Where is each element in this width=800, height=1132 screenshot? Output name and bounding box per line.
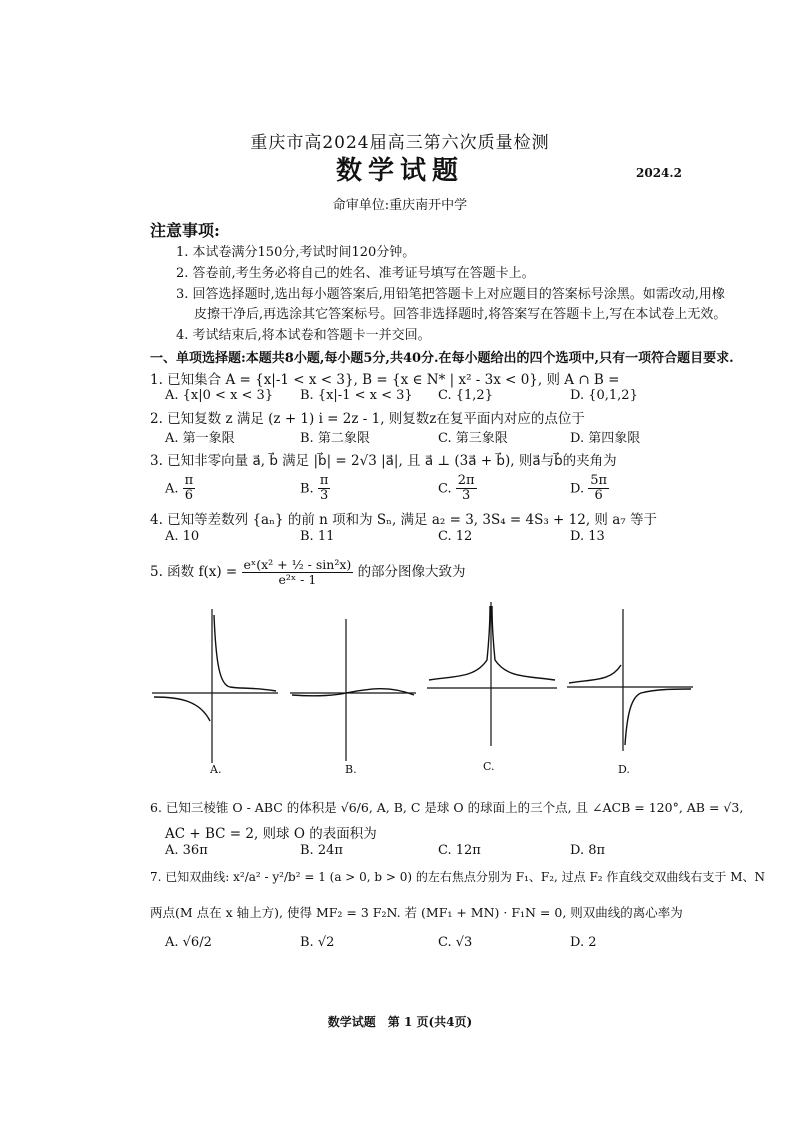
notice-item: 1. 本试卷满分150分,考试时间120分钟。 bbox=[176, 245, 416, 260]
question-7-option: C. √3 bbox=[438, 935, 473, 950]
graph-label: A. bbox=[210, 763, 222, 776]
question-1-option: C. {1,2} bbox=[438, 388, 493, 403]
graph-b bbox=[288, 615, 418, 765]
question-7-stem-line2: 两点(M 点在 x 轴上方), 使得 MF₂ = 3 F₂N. 若 (MF₁ + MN) · F₁N = 0, 则双曲线的离心率为 bbox=[150, 905, 683, 920]
page-title: 数学试题 bbox=[335, 156, 464, 186]
graph-label: D. bbox=[618, 763, 630, 776]
question-6-option: B. 24π bbox=[300, 843, 343, 858]
question-7-option: B. √2 bbox=[300, 935, 335, 950]
question-6-option: C. 12π bbox=[438, 843, 481, 858]
question-2-stem: 2. 已知复数 z 满足 (z + 1) i = 2z - 1, 则复数z在复平面内对应的点位于 bbox=[150, 411, 585, 427]
question-4-option: B. 11 bbox=[300, 529, 335, 544]
question-3-option-c: C. $\frac{2\pi}{3}$ bbox=[438, 473, 475, 504]
question-6-option: D. 8π bbox=[570, 843, 606, 858]
question-2-option: B. 第二象限 bbox=[300, 431, 370, 446]
notice-item: 3. 回答选择题时,选出每小题答案后,用铅笔把答题卡上对应题目的答案标号涂黑。如需改动,用橡 bbox=[176, 287, 725, 302]
notice-item: 4. 考试结束后,将本试卷和答题卡一并交回。 bbox=[176, 328, 431, 343]
question-6-stem-line2: AC + BC = 2, 则球 O 的表面积为 bbox=[165, 826, 377, 842]
question-7-stem-line1: 7. 已知双曲线: x²/a² - y²/b² = 1 (a > 0, b > 0) 的左右焦点分别为 F₁、F₂, 过点 F₂ 作直线交双曲线右支于 M、N bbox=[150, 870, 766, 884]
question-5-stem: 5. 函数 f(x) = $\frac{\text{eˣ(x² + ½ - sin²x)}}{\text{e²ˣ - 1}}$ 的部分图像大致为 bbox=[150, 557, 466, 587]
question-1-option: A. {x|0 < x < 3} bbox=[165, 388, 274, 403]
question-7-option: D. 2 bbox=[570, 935, 597, 950]
question-1-option: B. {x|-1 < x < 3} bbox=[300, 388, 413, 403]
question-3-option-d: D. $\frac{5\pi}{6}$ bbox=[570, 473, 608, 504]
notice-heading: 注意事项: bbox=[150, 221, 220, 240]
question-6-option: A. 36π bbox=[165, 843, 208, 858]
notice-item: 2. 答卷前,考生务必将自己的姓名、准考证号填写在答题卡上。 bbox=[176, 266, 535, 281]
question-4-option: C. 12 bbox=[438, 529, 473, 544]
question-3-option-a: A. $\frac{\pi}{6}$ bbox=[165, 473, 194, 504]
section-heading: 一、单项选择题:本题共8小题,每小题5分,共40分.在每小题给出的四个选项中,只有一项符合题目要求. bbox=[150, 351, 734, 366]
graph-c bbox=[425, 600, 560, 750]
question-6-stem-line1: 6. 已知三棱锥 O - ABC 的体积是 √6/6, A, B, C 是球 O 的球面上的三个点, 且 ∠ACB = 120°, AB = √3, bbox=[150, 800, 744, 815]
setter-unit: 命审单位:重庆南开中学 bbox=[332, 198, 468, 213]
graph-label: B. bbox=[345, 763, 357, 776]
question-4-stem: 4. 已知等差数列 {aₙ} 的前 n 项和为 Sₙ, 满足 a₂ = 3, 3S₄ = 4S₃ + 12, 则 a₇ 等于 bbox=[150, 512, 657, 528]
question-7-option: A. √6/2 bbox=[165, 935, 212, 950]
question-3-option-b: B. $\frac{\pi}{3}$ bbox=[300, 473, 329, 504]
graph-a bbox=[150, 605, 280, 765]
question-2-option: C. 第三象限 bbox=[438, 431, 508, 446]
question-1-stem: 1. 已知集合 A = {x|-1 < x < 3}, B = {x ∈ N* | x² - 3x < 0}, 则 A ∩ B = bbox=[150, 372, 620, 388]
page-footer: 数学试题 第 1 页(共4页) bbox=[327, 1015, 473, 1029]
question-4-option: D. 13 bbox=[570, 529, 605, 544]
question-2-option: A. 第一象限 bbox=[165, 431, 235, 446]
question-5-graphs bbox=[150, 605, 695, 795]
question-3-stem: 3. 已知非零向量 a⃗, b⃗ 满足 |b⃗| = 2√3 |a⃗|, 且 a⃗ ⊥ (3a⃗ + b⃗), 则a⃗与b⃗的夹角为 bbox=[150, 453, 617, 469]
graph-d bbox=[565, 605, 695, 755]
notice-item: 皮擦干净后,再选涂其它答案标号。回答非选择题时,将答案写在答题卡上,写在本试卷上无效。 bbox=[194, 307, 727, 322]
graph-label: C. bbox=[483, 760, 495, 773]
exam-date: 2024.2 bbox=[636, 166, 682, 180]
question-1-option: D. {0,1,2} bbox=[570, 388, 638, 403]
question-4-option: A. 10 bbox=[165, 529, 200, 544]
question-2-option: D. 第四象限 bbox=[570, 431, 641, 446]
exam-name: 重庆市高2024届高三第六次质量检测 bbox=[250, 133, 550, 153]
